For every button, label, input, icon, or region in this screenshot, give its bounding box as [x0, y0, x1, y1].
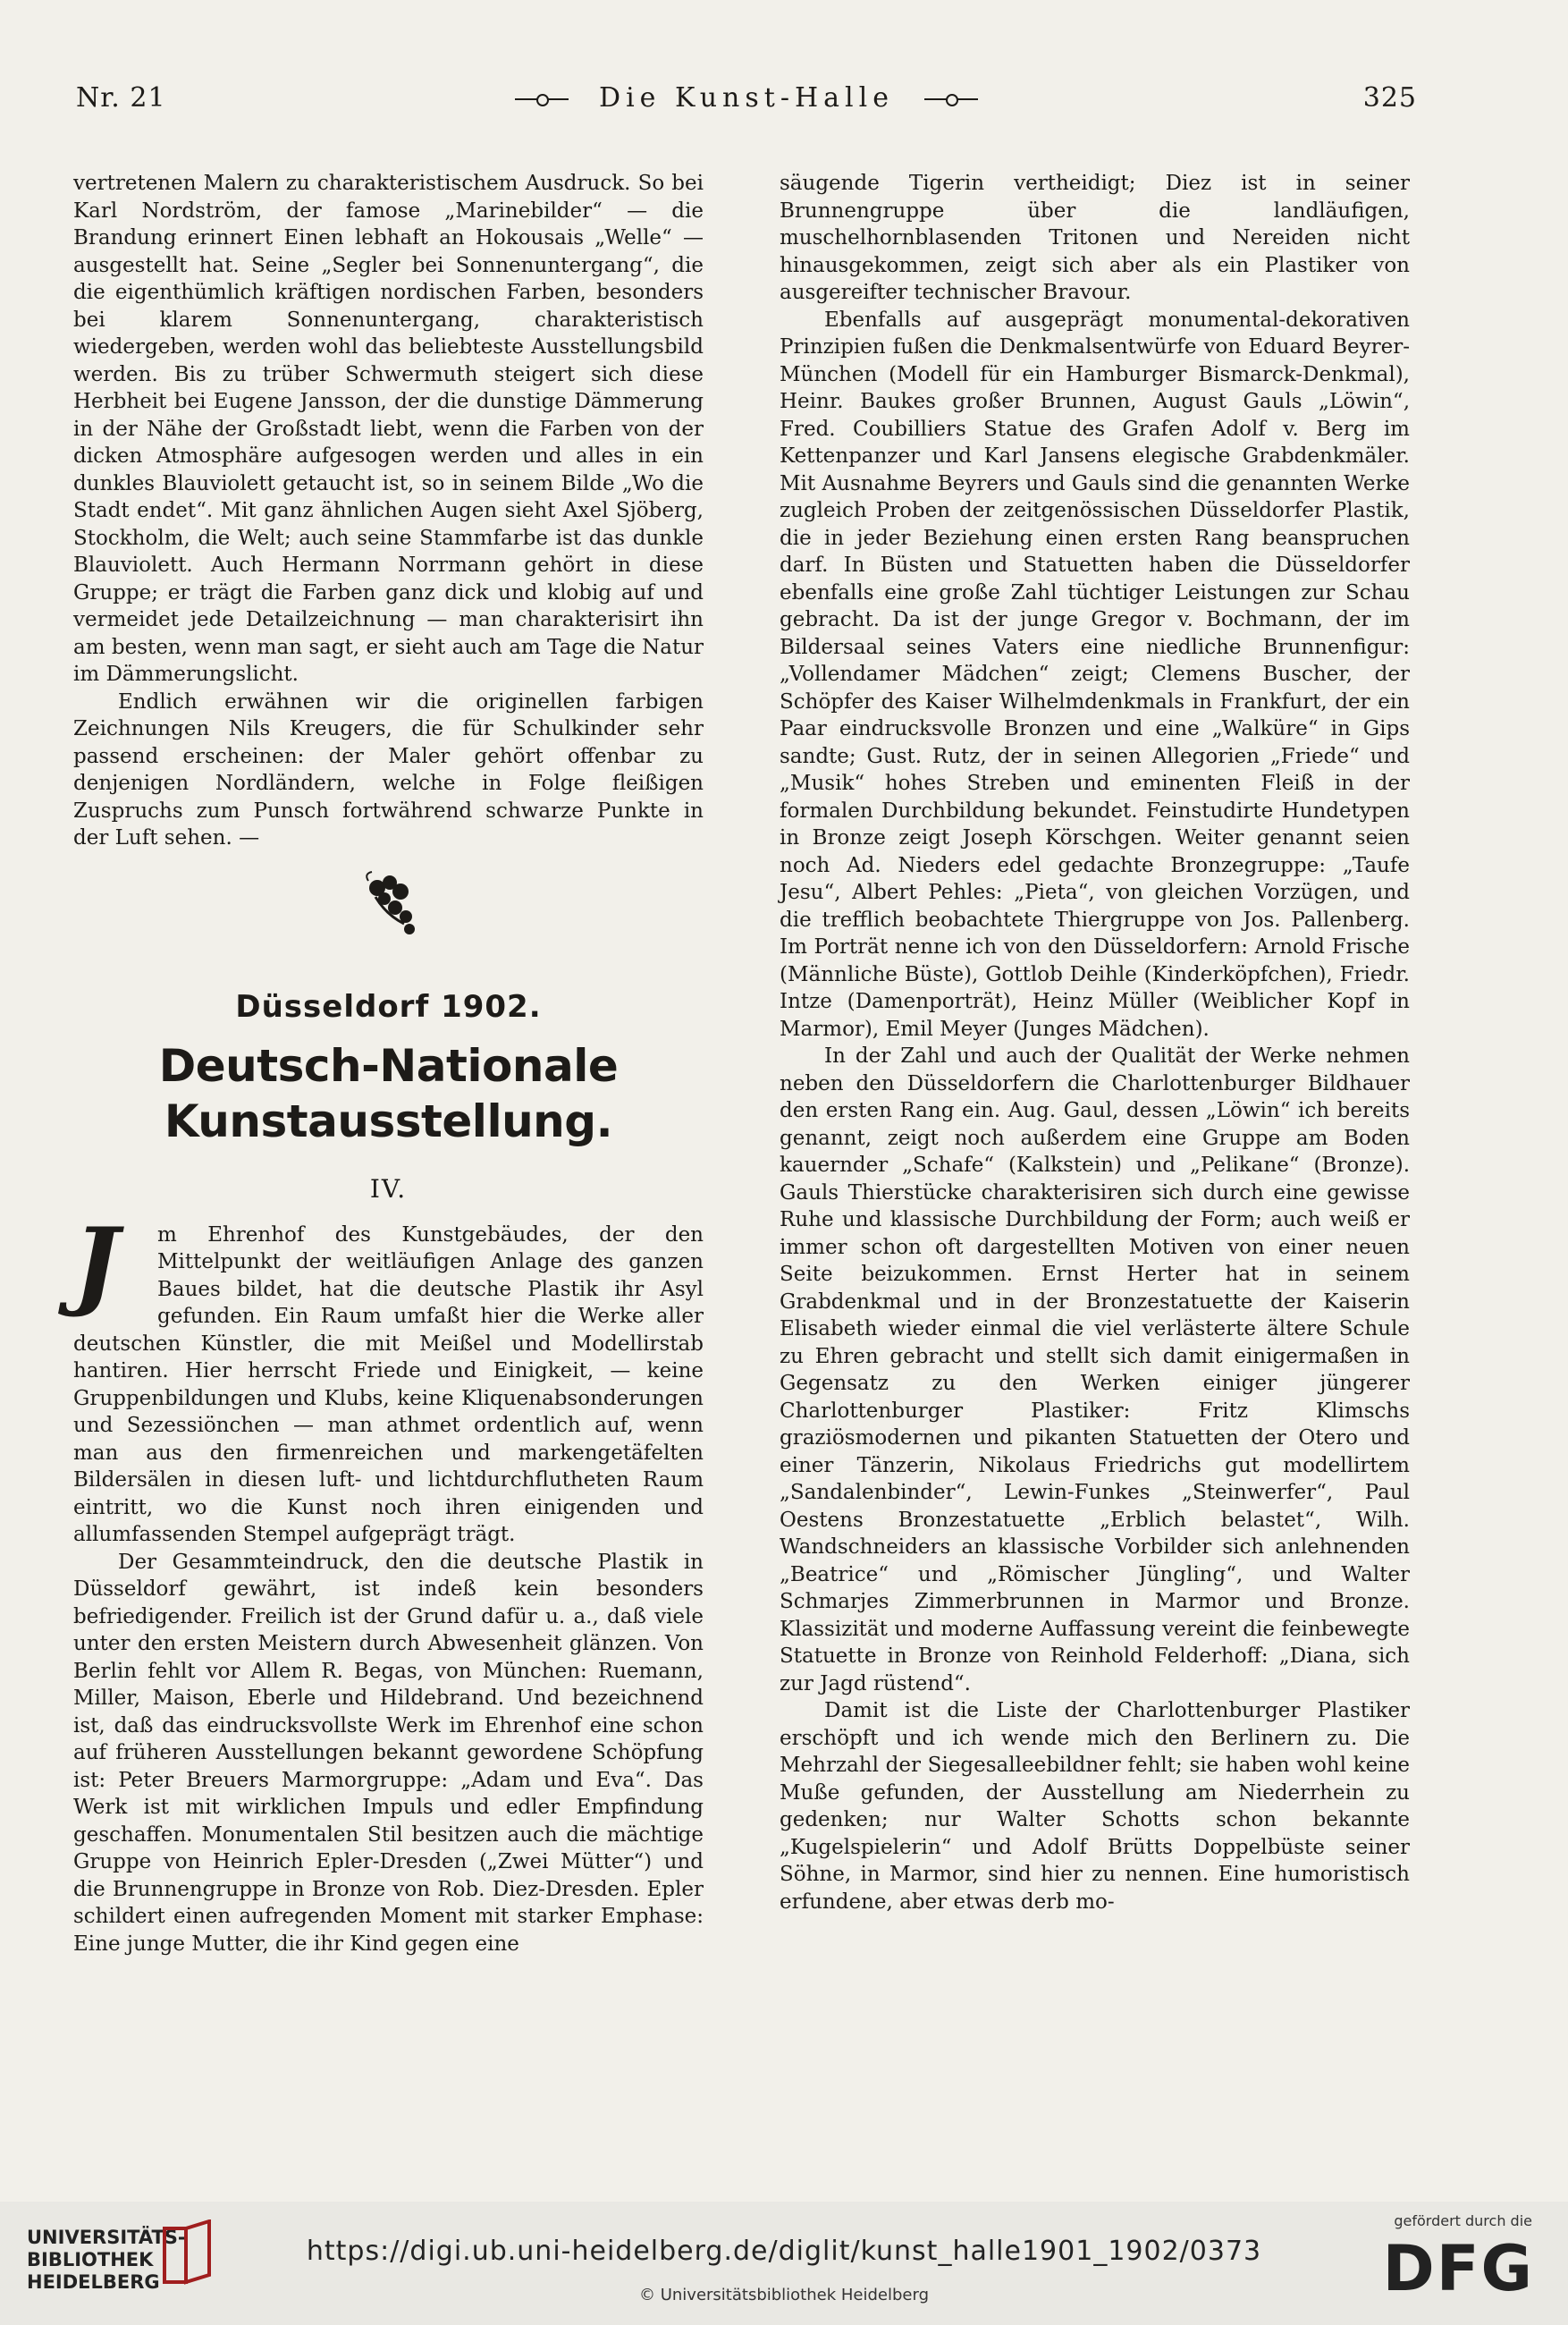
- paragraph: Endlich erwähnen wir die originellen farbigen Zeichnungen Nils Kreugers, die für Schulkinder sehr passend erscheinen: der Maler gehört offenbar zu denjenigen Nordländern, welche in Folge fleißigen Zuspruchs zum Punsch fortwährend schwarze Punkte in der Luft sehen. —: [73, 689, 704, 850]
- paragraph: In der Zahl und auch der Qualität der Werke nehmen neben den Düsseldorfern die Charlottenburger Bildhauer den ersten Rang ein. Aug. Gaul, dessen „Löwin“ ich bereits genannt, zeigt noch außerdem eine Gruppe am Boden kauernder „Schafe“ (Kalkstein) und „Pelikane“ (Bronze). Gauls Thierstücke charakterisiren sich durch eine gewisse Ruhe und klassische Durchbildung der Form; auch weiß er immer schon oft dargestellten Motiven von einer neuen Seite beizukommen. Ernst Herter hat in seinem Grabdenkmal und in der Bronzestatuette der Kaiserin Elisabeth wieder einmal die viel verlästerte ältere Schule zu Ehren gebracht und stellt sich damit einigermaßen in Gegensatz zu den Werken einiger jüngerer Charlottenburger Plastiker: Fritz Klimschs graziösmodernen und pikanten Statuetten der Otero und einer Tänzerin, Nikolaus Friedrichs gut modellirtem „Sandalenbinder“, Lewin-Funkes „Steinwerfer“, Paul Oestens Bronzestatuette „Erblich belastet“, Wilh. Wandschneiders an klassische Vorbilder sich anlehnenden „Beatrice“ und „Römischer Jüngling“, und Walter Schmarjes Zimmerbrunnen in Marmor und Bronze. Klassizität und moderne Auffassung vereint die feinbewegte Statuette in Bronze von Reinhold Felderhoff: „Diana, sich zur Jagd rüstend“.: [780, 1044, 1410, 1695]
- paragraph: Ebenfalls auf ausgeprägt monumental-dekorativen Prinzipien fußen die Denkmalsentwürfe von Eduard Beyrer-München (Modell für ein Hamburger Bismarck-Denkmal), Heinr. Baukes großer Brunnen, August Gauls „Löwin“, Fred. Coubilliers Statue des Grafen Adolf v. Berg im Kettenpanzer und Karl Jansens elegische Grabdenkmäler. Mit Ausnahme Beyrers und Gauls sind die genannten Werke zugleich Proben der zeitgenössischen Düsseldorfer Plastik, die in jeder Beziehung einen ersten Rang beanspruchen darf. In Büsten und Statuetten haben die Düsseldorfer ebenfalls eine große Zahl tüchtiger Leistungen zur Schau gebracht. Da ist der junge Gregor v. Bochmann, der im Bildersaal seines Vaters eine niedliche Brunnenfigur: „Vollendamer Mädchen“ zeigt; Clemens Buscher, der Schöpfer des Kaiser Wilhelmdenkmals in Frankfurt, der ein Paar eindrucksvolle Bronzen und eine „Walküre“ in Gips sandte; Gust. Rutz, der in seinen Allegorien „Friede“ und „Musik“ hohes Streben und eminenten Fleiß in der formalen Durchbildung bekundet. Feinstudirte Hundetypen in Bronze zeigt Joseph Körschgen. Weiter genannt seien noch Ad. Nieders edel gedachte Bronzegruppe: „Taufe Jesu“, Albert Pehles: „Pieta“, von gleichen Vorzügen, und die trefflich beobachtete Thiergruppe von Jos. Pallenberg. Im Porträt nenne ich von den Düsseldorfern: Arnold Frische (Männliche Büste), Gottlob Deihle (Kinderköpfchen), Friedr. Intze (Damenporträt), Heinz Müller (Weiblicher Kopf in Marmor), Emil Meyer (Junges Mädchen).: [780, 308, 1410, 1041]
- journal-title: Die Kunst-Halle: [599, 82, 894, 114]
- journal-title-block: [76, 82, 1417, 114]
- paragraph: säugende Tigerin vertheidigt; Diez ist in seiner Brunnengruppe über die landläufigen, muschelhornblasenden Tritonen und Nereiden nicht hinausgekommen, zeigt sich aber als ein Plastiker von ausgereifter technischer Bravour.: [780, 172, 1410, 304]
- library-name-line: HEIDELBERG: [27, 2271, 160, 2293]
- right-column: [780, 170, 1410, 1915]
- library-name-line: BIBLIOTHEK: [27, 2249, 154, 2270]
- digitization-footer: [0, 2202, 1568, 2325]
- article-heading: [73, 988, 704, 1204]
- paragraph: Der Gesammteindruck, den die deutsche Plastik in Düsseldorf gewährt, ist indeß kein besonders befriedigender. Freilich ist der Grund dafür u. a., daß viele unter den ersten Meistern durch Abwesenheit glänzen. Von Berlin fehlt vor Allem R. Begas, von München: Ruemann, Miller, Maison, Eberle und Hildebrand. Und bezeichnend ist, daß das eindrucksvollste Werk im Ehrenhof eine schon auf früheren Ausstellungen bekannt gewordene Schöpfung ist: Peter Breuers Marmorgruppe: „Adam und Eva“. Das Werk ist mit wirklichen Impuls und edler Empfindung geschaffen. Monumentalen Stil besitzen auch die mächtige Gruppe von Heinrich Epler-Dresden („Zwei Mütter“) und die Brunnengruppe in Bronze von Rob. Diez-Dresden. Epler schildert einen aufregenden Moment mit starker Emphase: Eine junge Mutter, die ihr Kind gegen eine: [73, 1550, 704, 1956]
- paragraph: m Ehrenhof des Kunstgebäudes, der den Mittelpunkt der weitläufigen Anlage des ganzen Baues bildet, hat die deutsche Plastik ihr Asyl gefunden. Ein Raum umfaßt hier die Werke aller deutschen Künstler, die mit Meißel und Modellirstab hantiren. Hier herrscht Friede und Einigkeit, — keine Gruppenbildungen und Klubs, keine Kliquenabsonderungen und Sezessiönchen — man athmet ordentlich auf, wenn man aus den firmenreichen und markengetäfelten Bildersälen in diesen luft- und lichtdurchflutheten Raum eintritt, wo die Kunst noch ihren einigenden und allumfassenden Stempel aufgeprägt trägt.: [73, 1222, 704, 1546]
- dfg-logo: DFG: [1382, 2232, 1534, 2305]
- copyright-notice: © Universitätsbibliothek Heidelberg: [638, 2286, 929, 2304]
- funding-note: gefördert durch die: [1394, 2212, 1532, 2229]
- running-header: [76, 82, 1417, 125]
- article-title-line-1: Deutsch-Nationale: [158, 1040, 619, 1092]
- paragraph: Damit ist die Liste der Charlottenburger Plastiker erschöpft und ich wende mich den Berlinern zu. Die Mehrzahl der Siegesalleebildner fehlt; sie haben wohl keine Muße gefunden, der Ausstellung am Niederrhein zu gedenken; nur Walter Schotts schon bekannte „Kugelspielerin“ und Adolf Brütts Doppelbüste seiner Söhne, in Marmor, sind hier zu nennen. Eine humoristisch erfundene, aber etwas derb mo-: [780, 1699, 1410, 1914]
- right-ornament: [924, 98, 978, 100]
- left-ornament: [515, 98, 569, 100]
- first-paragraph-block: [73, 1206, 704, 1549]
- article-title-line-2: Kunstausstellung.: [164, 1095, 613, 1147]
- article-part-number: IV.: [369, 1174, 408, 1204]
- paragraph: vertretenen Malern zu charakteristischem Ausdruck. So bei Karl Nordström, der famose „Marinebilder“ — die Brandung erinnert Einen lebhaft an Hokousais „Welle“ — ausgestellt hat. Seine „Segler bei Sonnenuntergang“, die die eigenthümlich kräftigen nordischen Farben, besonders bei klarem Sonnenuntergang, charakteristisch wiedergeben, werden wohl das beliebteste Ausstellungsbild werden. Bis zu trüber Schwermuth steigert sich diese Herbheit bei Eugene Jansson, der die dunstige Dämmerung in der Nähe der Großstadt liebt, wenn die Farben von der dicken Atmosphäre aufgesogen werden und alles in ein dunkles Blauviolett getaucht ist, so in seinem Bilde „Wo die Stadt endet“. Mit ganz ähnlichen Augen sieht Axel Sjöberg, Stockholm, die Welt; auch seine Stammfarbe ist das dunkle Blauviolett. Auch Hermann Norrmann gehört in diese Gruppe; er trägt die Farben ganz dick und klobig auf und vermeidet jede Detailzeichnung — man charakterisirt ihn am besten, wenn man sagt, er sieht auch am Tage die Natur im Dämmerungslicht.: [73, 172, 704, 686]
- permalink[interactable]: https://digi.ub.uni-heidelberg.de/diglit/kunst_halle1901_1902/0373: [306, 2236, 1262, 2267]
- issue-number: Nr. 21: [76, 82, 166, 114]
- floral-ornament: [73, 870, 704, 960]
- drop-cap: J: [73, 1206, 120, 1320]
- left-column: [73, 170, 704, 1957]
- page-number: 325: [1362, 82, 1417, 114]
- library-name-line: UNIVERSITÄTS-: [27, 2227, 186, 2248]
- flower-ornament-icon: [359, 870, 422, 942]
- article-dateline: Düsseldorf 1902.: [235, 988, 542, 1025]
